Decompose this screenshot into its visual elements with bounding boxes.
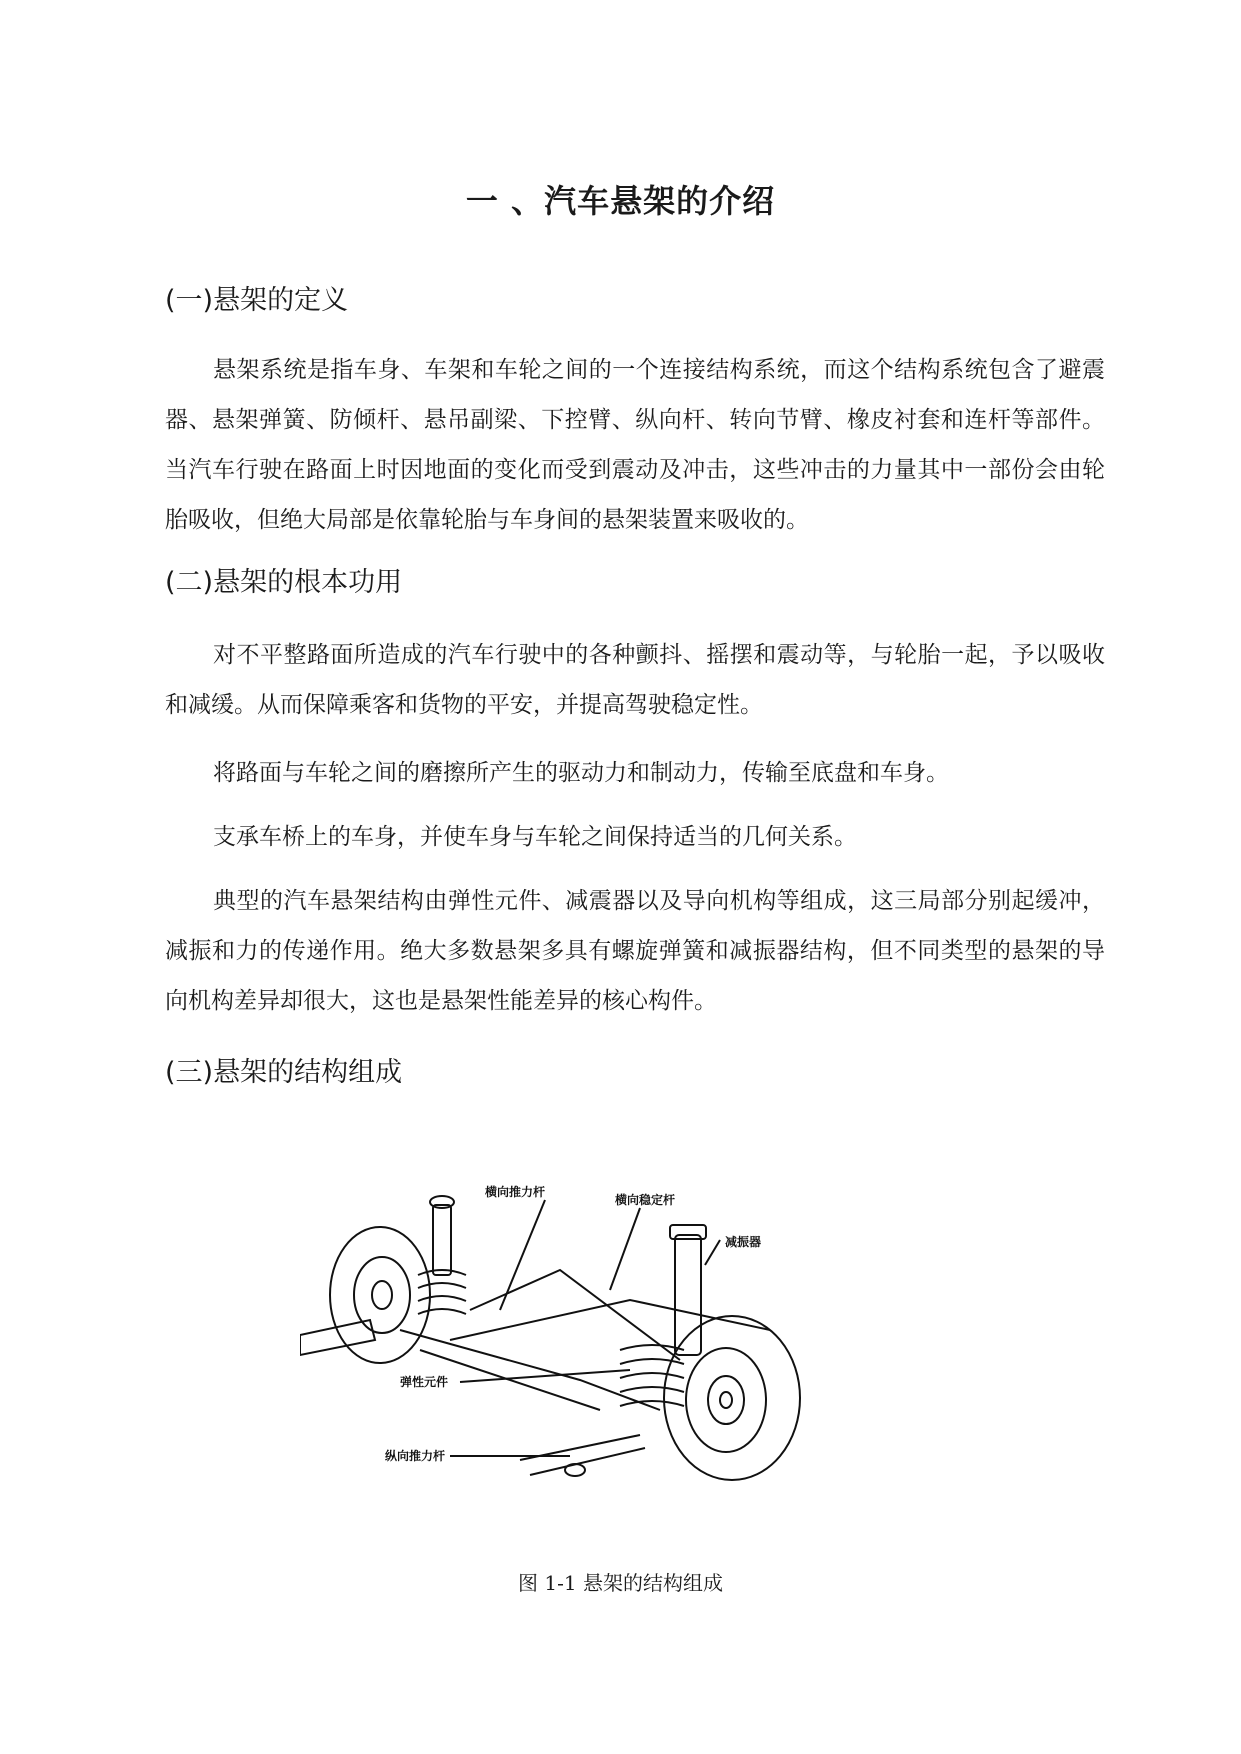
paragraph-function-1: 对不平整路面所造成的汽车行驶中的各种颤抖、摇摆和震动等，与轮胎一起，予以吸收和减缓。从而保障乘客和货物的平安，并提高驾驶稳定性。: [165, 642, 1105, 718]
label-lateral-rod: 横向推力杆: [485, 1185, 546, 1199]
label-stabilizer-bar: 横向稳定杆: [615, 1193, 676, 1207]
section-heading-structure: (三)悬架的结构组成: [165, 1057, 403, 1088]
paragraph-function-2: 将路面与车轮之间的磨擦所产生的驱动力和制动力，传输至底盘和车身。: [213, 760, 949, 786]
paragraph-function-3: 支承车桥上的车身，并使车身与车轮之间保持适当的几何关系。: [213, 824, 857, 850]
suspension-diagram: [300, 1180, 880, 1490]
label-damper: 减振器: [725, 1235, 762, 1249]
paragraph-structure-summary: 典型的汽车悬架结构由弹性元件、减震器以及导向机构等组成，这三局部分别起缓冲，减振和力的传递作用。绝大多数悬架多具有螺旋弹簧和减振器结构，但不同类型的悬架的导向机构差异却很大，这也是悬架性能差异的核心构件。: [165, 888, 1105, 1014]
page-title: 一 、汽车悬架的介绍: [465, 182, 776, 220]
label-elastic-element: 弹性元件: [400, 1375, 449, 1389]
paragraph-definition: 悬架系统是指车身、车架和车轮之间的一个连接结构系统，而这个结构系统包含了避震器、悬架弹簧、防倾杆、悬吊副梁、下控臂、纵向杆、转向节臂、橡皮衬套和连杆等部件。当汽车行驶在路面上时因地面的变化而受到震动及冲击，这些冲击的力量其中一部份会由轮胎吸收，但绝大局部是依靠轮胎与车身间的悬架装置来吸收的。: [165, 357, 1105, 533]
figure-caption: 图 1-1 悬架的结构组成: [518, 1571, 723, 1595]
label-longitudinal-rod: 纵向推力杆: [385, 1449, 446, 1463]
section-heading-definition: (一)悬架的定义: [165, 285, 349, 316]
section-heading-function: (二)悬架的根本功用: [165, 567, 403, 598]
